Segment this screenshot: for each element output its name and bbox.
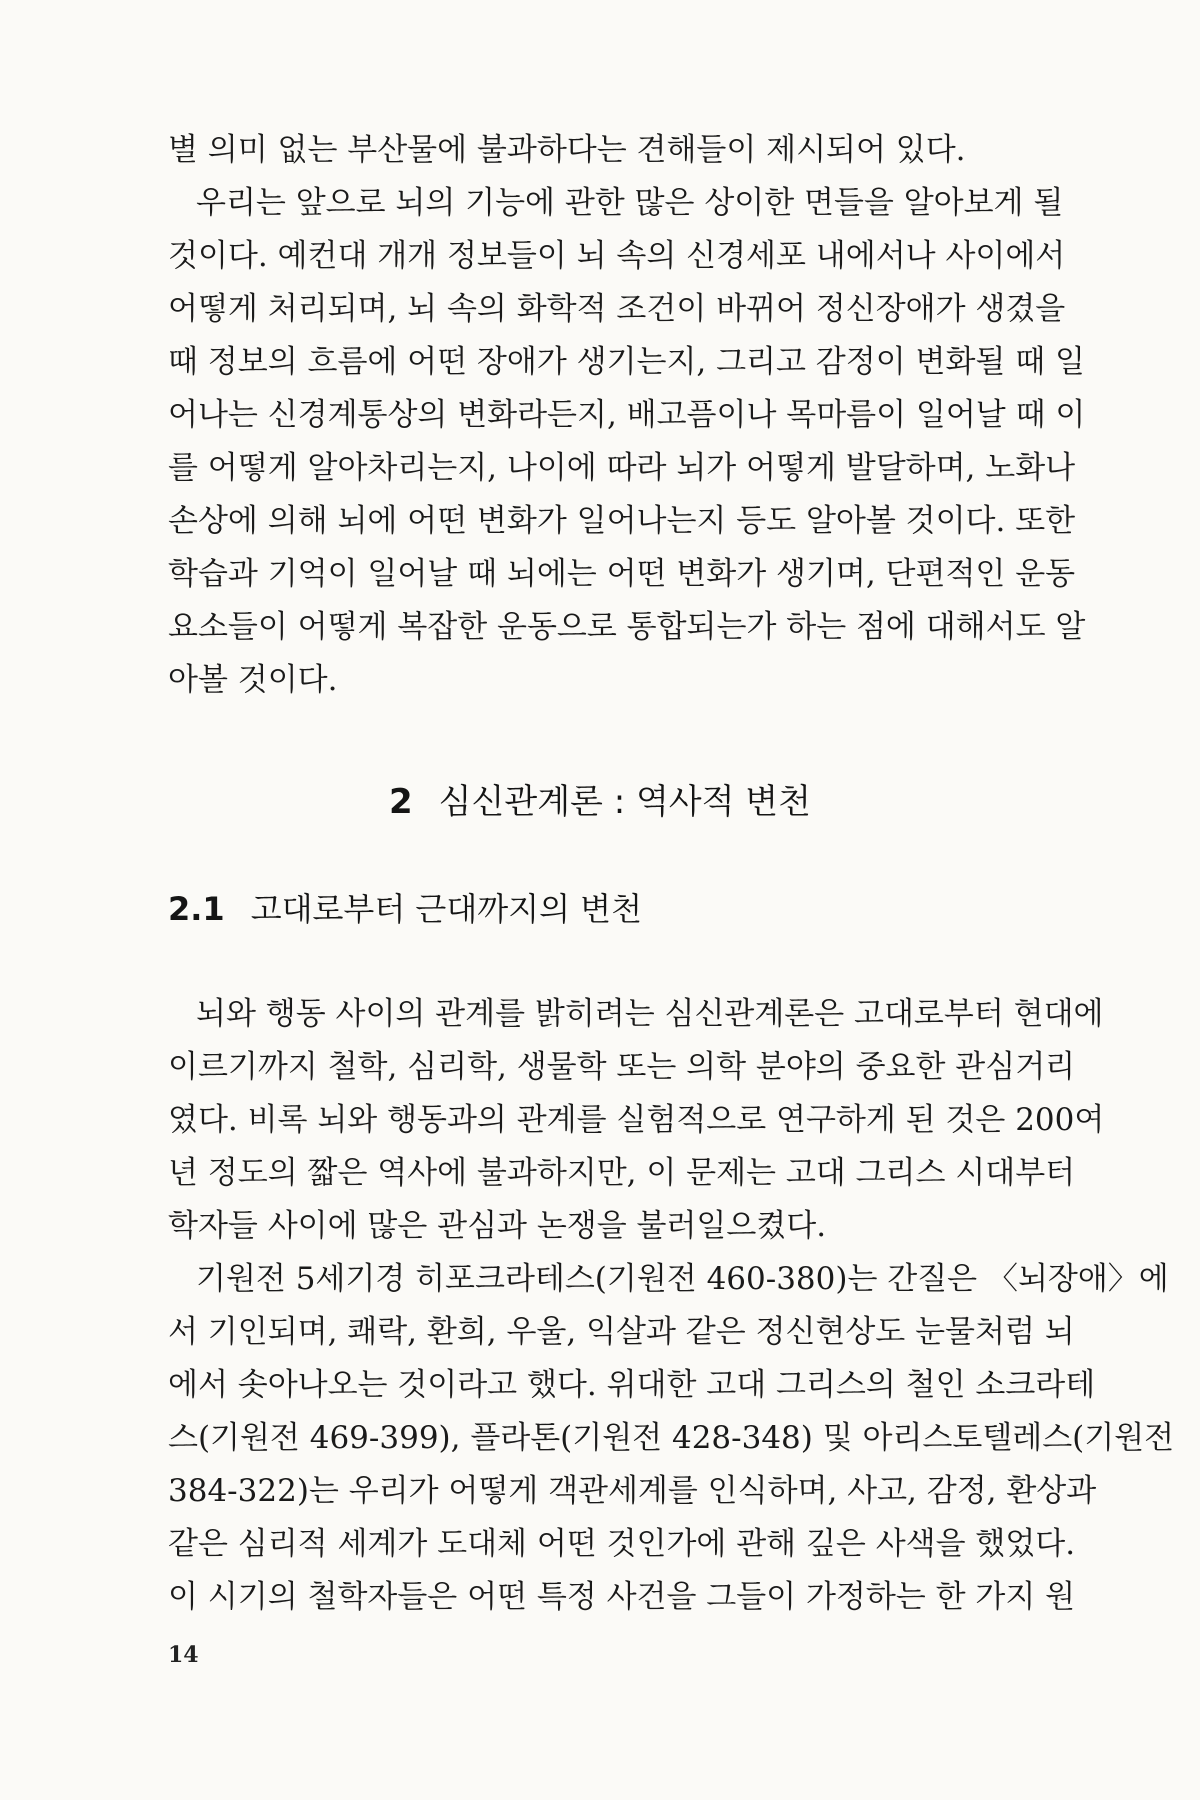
text-line: 학자들 사이에 많은 관심과 논쟁을 불러일으켰다. [168, 1208, 827, 1244]
subsection-title: 고대로부터 근대까지의 변천 [250, 890, 642, 928]
text-line: 때 정보의 흐름에 어떤 장애가 생기는지, 그리고 감정이 변화될 때 일 [168, 344, 1085, 380]
text-line: 손상에 의해 뇌에 어떤 변화가 일어나는지 등도 알아볼 것이다. 또한 [168, 503, 1076, 539]
text-line: 였다. 비록 뇌와 행동과의 관계를 실험적으로 연구하게 된 것은 200여 [168, 1102, 1105, 1138]
text-line: 우리는 앞으로 뇌의 기능에 관한 많은 상이한 면들을 알아보게 될 [196, 185, 1064, 221]
subsection-heading [168, 888, 642, 930]
subsection-number: 2.1 [168, 890, 225, 928]
text-line: 기원전 5세기경 히포크라테스(기원전 460-380)는 간질은 〈뇌장애〉에 [196, 1261, 1169, 1297]
text-line: 어나는 신경계통상의 변화라든지, 배고픔이나 목마름이 일어날 때 이 [168, 397, 1086, 433]
text-line: 384-322)는 우리가 어떻게 객관세계를 인식하며, 사고, 감정, 환상과 [168, 1473, 1097, 1509]
text-line: 뇌와 행동 사이의 관계를 밝히려는 심신관계론은 고대로부터 현대에 [196, 996, 1104, 1032]
text-line: 서 기인되며, 쾌락, 환희, 우울, 익살과 같은 정신현상도 눈물처럼 뇌 [168, 1314, 1075, 1350]
text-line: 요소들이 어떻게 복잡한 운동으로 통합되는가 하는 점에 대해서도 알 [168, 609, 1086, 645]
text-line: 년 정도의 짧은 역사에 불과하지만, 이 문제는 고대 그리스 시대부터 [168, 1155, 1076, 1191]
text-line: 스(기원전 469-399), 플라톤(기원전 428-348) 및 아리스토텔레스(기원전 [168, 1420, 1175, 1456]
text-line: 아볼 것이다. [168, 662, 338, 698]
text-line: 에서 솟아나오는 것이라고 했다. 위대한 고대 그리스의 철인 소크라테 [168, 1367, 1096, 1403]
text-line: 학습과 기억이 일어날 때 뇌에는 어떤 변화가 생기며, 단편적인 운동 [168, 556, 1076, 592]
text-line: 를 어떻게 알아차리는지, 나이에 따라 뇌가 어떻게 발달하며, 노화나 [168, 450, 1076, 486]
text-line: 같은 심리적 세계가 도대체 어떤 것인가에 관해 깊은 사색을 했었다. [168, 1526, 1076, 1562]
text-line: 이 시기의 철학자들은 어떤 특정 사건을 그들이 가정하는 한 가지 원 [168, 1579, 1076, 1615]
page-number: 14 [168, 1642, 199, 1668]
text-line: 것이다. 예컨대 개개 정보들이 뇌 속의 신경세포 내에서나 사이에서 [168, 238, 1066, 274]
text-line: 이르기까지 철학, 심리학, 생물학 또는 의학 분야의 중요한 관심거리 [168, 1049, 1076, 1085]
section-number: 2 [389, 782, 413, 822]
text-line: 별 의미 없는 부산물에 불과하다는 견해들이 제시되어 있다. [168, 132, 966, 168]
text-line: 어떻게 처리되며, 뇌 속의 화학적 조건이 바뀌어 정신장애가 생겼을 [168, 291, 1066, 327]
section-title: 심신관계론 : 역사적 변천 [438, 782, 811, 822]
section-heading [0, 780, 1200, 824]
